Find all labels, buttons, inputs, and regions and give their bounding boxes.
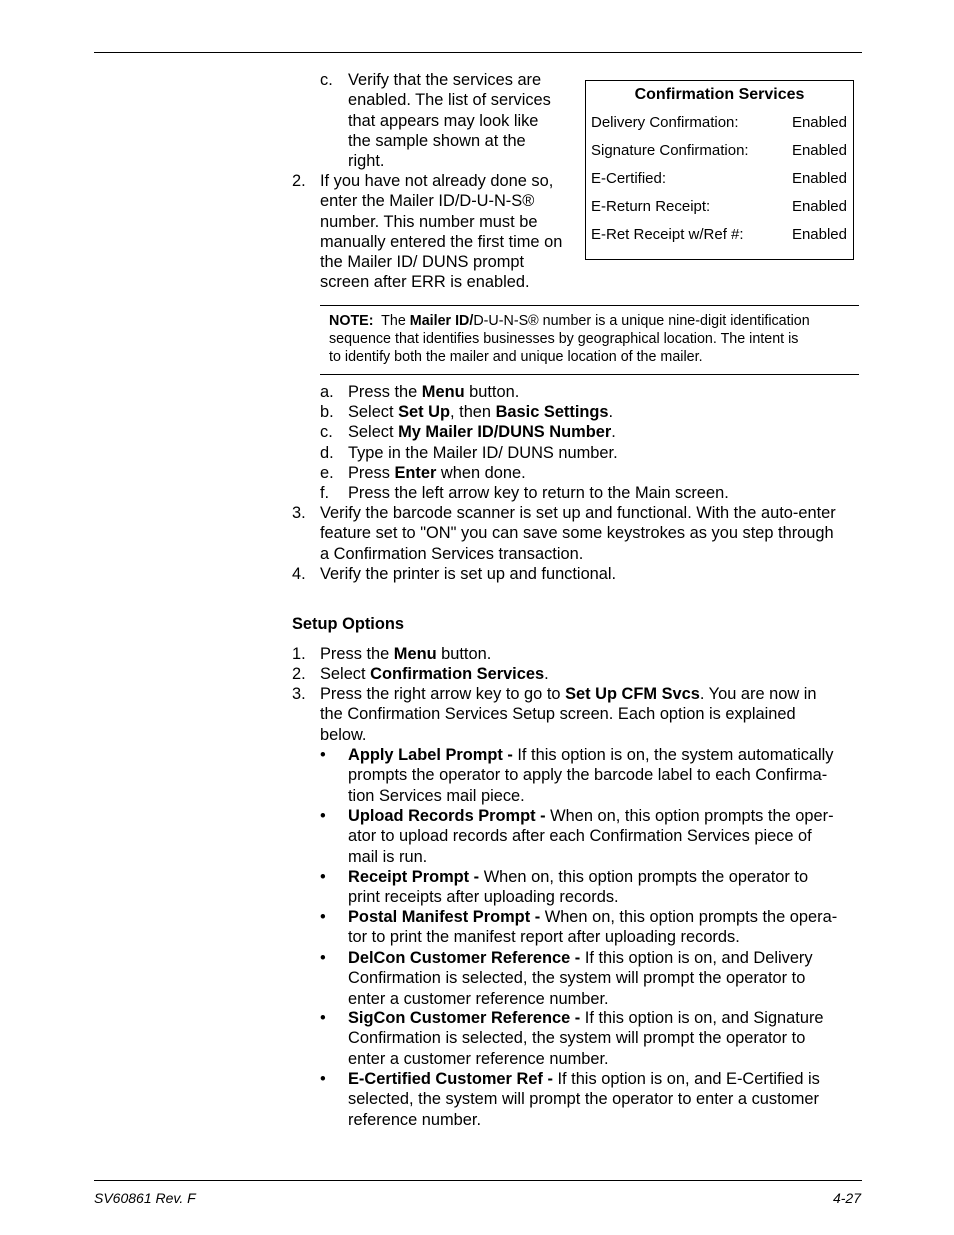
bullet-marker: •: [320, 949, 326, 967]
list-marker: a.: [320, 383, 334, 401]
note-text: The: [381, 313, 410, 329]
list-marker: 2.: [292, 172, 306, 190]
document-revision: SV60861 Rev. F: [94, 1190, 196, 1206]
text-line: [348, 806, 864, 826]
option-name: Postal Manifest Prompt -: [348, 908, 541, 926]
bold-text: Menu: [421, 383, 465, 401]
service-row: [591, 142, 847, 162]
text-line: Confirmation is selected, the system will prompt the operator to: [348, 969, 806, 988]
text-line: enter the Mailer ID/D-U-N-S®: [320, 192, 535, 211]
list-marker: e.: [320, 464, 334, 482]
text-line: the sample shown at the: [348, 131, 526, 150]
bold-text: Confirmation Services: [370, 665, 545, 683]
text: .: [608, 403, 614, 421]
text-line: [348, 867, 864, 887]
list-marker: 2.: [292, 665, 306, 683]
text: When on, this option prompts the opera-: [540, 908, 838, 926]
text-line: [320, 684, 865, 704]
text-line: Verify that the services are: [348, 71, 542, 89]
list-marker: d.: [320, 444, 334, 462]
note-line: to identify both the mailer and unique location of the mailer.: [329, 349, 703, 365]
bold-text: Menu: [393, 645, 437, 663]
text: Press the: [348, 383, 422, 401]
list-marker: f.: [320, 484, 330, 502]
text-line: [348, 1008, 864, 1028]
footer-rule: [94, 1180, 862, 1181]
text-line: number. This number must be: [320, 212, 538, 231]
text-line: selected, the system will prompt the operator to enter a customer: [348, 1090, 819, 1109]
text-line: feature set to "ON" you can save some keystrokes as you step through: [320, 524, 834, 543]
note-bold: Mailer ID/: [409, 313, 474, 329]
service-status: Enabled: [791, 142, 847, 159]
text: button.: [464, 383, 520, 401]
option-name: Upload Records Prompt -: [348, 807, 546, 825]
text-line: a Confirmation Services transaction.: [320, 544, 584, 563]
text: Press the: [320, 645, 394, 663]
bold-text: My Mailer ID/DUNS Number: [398, 423, 612, 441]
text: .: [611, 423, 616, 441]
service-label: Signature Confirmation:: [591, 142, 749, 159]
service-label: E-Return Receipt:: [591, 198, 711, 215]
confirmation-services-box: [585, 80, 854, 260]
text: . You are now in: [699, 685, 817, 703]
text: If this option is on, the system automatically: [512, 746, 834, 764]
text-line: ator to upload records after each Confirmation Services piece of: [348, 827, 812, 846]
text-line: [348, 745, 864, 765]
text: button.: [436, 645, 492, 663]
bold-text: Basic Settings: [495, 403, 609, 421]
option-name: Apply Label Prompt -: [348, 746, 513, 764]
bullet-marker: •: [320, 1009, 326, 1027]
bold-text: Enter: [394, 464, 437, 482]
text-line: right.: [348, 152, 385, 171]
bullet-marker: •: [320, 868, 326, 886]
service-status: Enabled: [791, 114, 847, 131]
list-marker: c.: [320, 71, 333, 89]
text: .: [544, 665, 549, 683]
text-line: [348, 1069, 864, 1089]
service-status: Enabled: [791, 198, 847, 215]
option-name: Receipt Prompt -: [348, 868, 480, 886]
bullet-marker: •: [320, 807, 326, 825]
text-line: Confirmation is selected, the system will prompt the operator to: [348, 1029, 806, 1048]
service-row: [591, 226, 847, 246]
text: When on, this option prompts the operator to: [479, 868, 809, 886]
service-status: Enabled: [791, 226, 847, 243]
text-line: screen after ERR is enabled.: [320, 273, 530, 292]
list-marker: b.: [320, 403, 334, 421]
note-line: [329, 312, 810, 330]
service-label: E-Certified:: [591, 170, 667, 187]
text-line: mail is run.: [348, 847, 428, 866]
text: If this option is on, and Delivery: [580, 949, 813, 967]
page-number: 4-27: [832, 1190, 861, 1206]
text-line: enter a customer reference number.: [348, 1049, 609, 1068]
text-line: below.: [320, 725, 367, 744]
text: when done.: [436, 464, 526, 482]
list-marker: 3.: [292, 685, 306, 703]
option-name: E-Certified Customer Ref -: [348, 1070, 553, 1088]
bullet-marker: •: [320, 746, 326, 764]
note-block: [320, 305, 859, 375]
text-line: [348, 907, 864, 927]
text: If this option is on, and Signature: [580, 1009, 824, 1027]
text-line: If you have not already done so,: [320, 172, 554, 190]
text: Verify the printer is set up and functional.: [320, 565, 617, 583]
text-line: the Confirmation Services Setup screen. Each option is explained: [320, 705, 796, 724]
box-title: Confirmation Services: [634, 86, 805, 103]
text: Select: [320, 665, 371, 683]
option-name: SigCon Customer Reference -: [348, 1009, 581, 1027]
text-line: tion Services mail piece.: [348, 786, 525, 805]
bold-text: Set Up: [398, 403, 451, 421]
note-text: D-U-N-S® number is a unique nine-digit identification: [473, 313, 810, 329]
list-marker: 3.: [292, 504, 306, 522]
service-status: Enabled: [791, 170, 847, 187]
list-marker: 4.: [292, 565, 306, 583]
text-line: tor to print the manifest report after uploading records.: [348, 928, 740, 947]
text-line: print receipts after uploading records.: [348, 888, 619, 907]
text: Select: [348, 423, 399, 441]
text-line: [348, 948, 864, 968]
text-line: reference number.: [348, 1110, 482, 1129]
list-marker: 1.: [292, 645, 306, 663]
service-row: [591, 114, 847, 134]
note-line: sequence that identifies businesses by geographical location. The intent is: [329, 331, 799, 347]
text: When on, this option prompts the oper-: [545, 807, 834, 825]
text-line: Verify the barcode scanner is set up and functional. With the auto-enter: [320, 504, 836, 522]
text: Press the right arrow key to go to: [320, 685, 566, 703]
text-line: prompts the operator to apply the barcode label to each Confirma-: [348, 766, 828, 785]
list-marker: c.: [320, 423, 333, 441]
text: Select: [348, 403, 399, 421]
bold-text: Set Up CFM Svcs: [565, 685, 700, 703]
text-line: that appears may look like: [348, 111, 539, 130]
text: , then: [450, 403, 496, 421]
service-label: E-Ret Receipt w/Ref #:: [591, 226, 744, 243]
text-line: enabled. The list of services: [348, 91, 551, 110]
note-label: NOTE:: [329, 313, 374, 329]
service-row: [591, 198, 847, 218]
text-line: the Mailer ID/ DUNS prompt: [320, 253, 525, 272]
bullet-marker: •: [320, 908, 326, 926]
text-line: manually entered the first time on: [320, 232, 563, 251]
option-name: DelCon Customer Reference -: [348, 949, 581, 967]
service-label: Delivery Confirmation:: [591, 114, 739, 131]
text: Press: [348, 464, 395, 482]
bullet-marker: •: [320, 1070, 326, 1088]
text: Press the left arrow key to return to the Main screen.: [348, 484, 729, 502]
text: Type in the Mailer ID/ DUNS number.: [348, 444, 618, 462]
text: If this option is on, and E-Certified is: [552, 1070, 820, 1088]
text-line: enter a customer reference number.: [348, 989, 609, 1008]
section-heading: Setup Options: [292, 615, 404, 633]
service-row: [591, 170, 847, 190]
header-rule: [94, 52, 862, 53]
